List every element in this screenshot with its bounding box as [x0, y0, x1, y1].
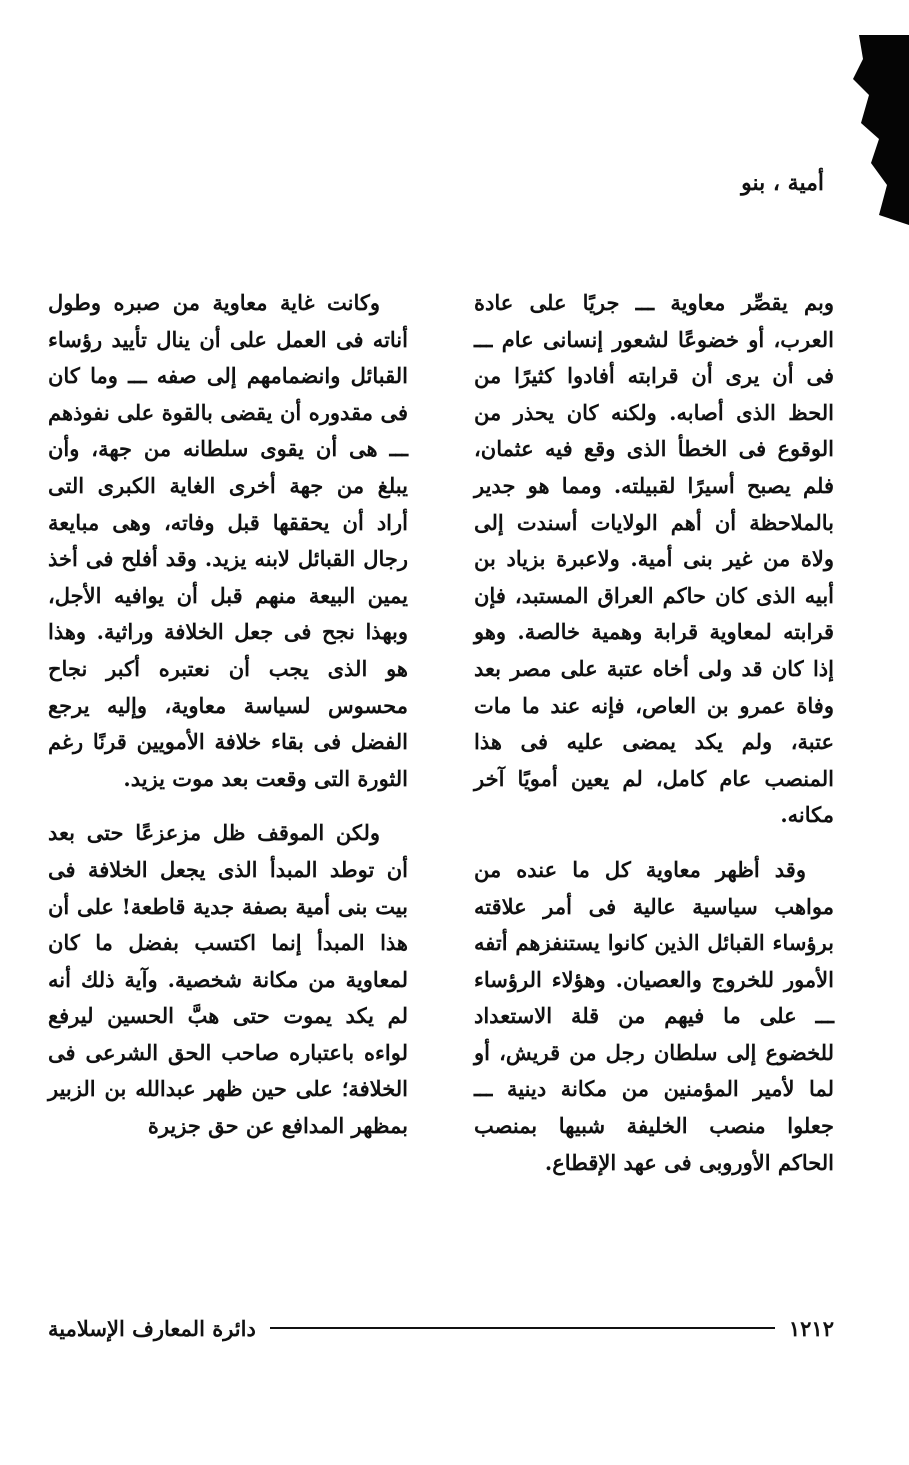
- paragraph: وبم يقصِّر معاوية ـــ جريًا على عادة العرب، أو خضوعًا لشعور إنسانى عام ـــ فى أن يرى أن قرابته أفادوا كثيرًا من الحظ الذى أصابه. ولكنه كان يحذر من الوقوع فى الخطأ الذى وقع فيه عثمان، فلم يصبح أسيرًا لقبيلته. ومما هو جدير بالملاحظة أن أهم الولايات أسندت إلى ولاة من غير بنى أمية. ولاعبرة بزياد بن أبيه الذى كان حاكم العراق المستبد، فإن قرابته لمعاوية قرابة وهمية خالصة. وهو إذا كان قد ولى أخاه عتبة على مصر بعد وفاة عمرو بن العاص، فإنه عند ما مات عتبة، ولم يكد يمضى عليه فى هذا المنصب عام كامل، لم يعين أمويًا آخر مكانه.: [474, 290, 834, 828]
- running-head: أمية ، بنو: [741, 170, 824, 196]
- right-column: [474, 285, 834, 1199]
- torn-corner-shape: [849, 35, 909, 225]
- paragraph: وقد أظهر معاوية كل ما عنده من مواهب سياسية عالية فى أمر علاقته برؤساء القبائل الذين كانوا يستنفزهم أتفه الأمور للخروج والعصيان. وهؤلاء الرؤساء ـــ على ما فيهم من قلة الاستعداد للخضوع إلى سلطان رجل من قريش، أو لما لأمير المؤمنين من مكانة دينية ـــ جعلوا منصب الخليفة شبيها بمنصب الحاكم الأوروبى فى عهد الإقطاع.: [474, 856, 834, 1175]
- page-footer: [48, 1312, 834, 1344]
- paragraph: وكانت غاية معاوية من صبره وطول أناته فى العمل على أن ينال تأييد رؤساء القبائل وانضمامهم إلى صفه ـــ وما كان فى مقدوره أن يقضى بالقوة على نفوذهم ـــ هى أن يقوى سلطانه من جهة، وأن يبلغ من جهة أخرى الغاية الكبرى التى أراد أن يحققها قبل وفاته، وهى مبايعة رجال القبائل لابنه يزيد. وقد أفلح فى أخذ يمين البيعة منهم قبل أن يوافيه الأجل، وبهذا نجح فى جعل الخلافة وراثية. وهذا هو الذى يجب أن نعتبره أكبر نجاح محسوس لسياسة معاوية، وإليه يرجع الفضل فى بقاء خلافة الأمويين قرنًا رغم الثورة التى وقعت بعد موت يزيد.: [48, 290, 408, 791]
- left-column: [48, 285, 408, 1163]
- journal-title: دائرة المعارف الإسلامية: [48, 1315, 256, 1341]
- footer-rule: [270, 1327, 775, 1329]
- page-number: ١٢١٢: [788, 1315, 834, 1341]
- paragraph: ولكن الموقف ظل مزعزعًا حتى بعد أن توطد المبدأ الذى يجعل الخلافة فى بيت بنى أمية بصفة جدية قاطعة! على أن هذا المبدأ إنما اكتسب بفضل ما كان لمعاوية من مكانة شخصية. وآية ذلك أنه لم يكد يموت حتى هبَّ الحسين ليرفع لواءه باعتباره صاحب الحق الشرعى فى الخلافة؛ على حين ظهر عبدالله بن الزبير بمظهر المدافع عن حق جزيرة: [48, 820, 408, 1139]
